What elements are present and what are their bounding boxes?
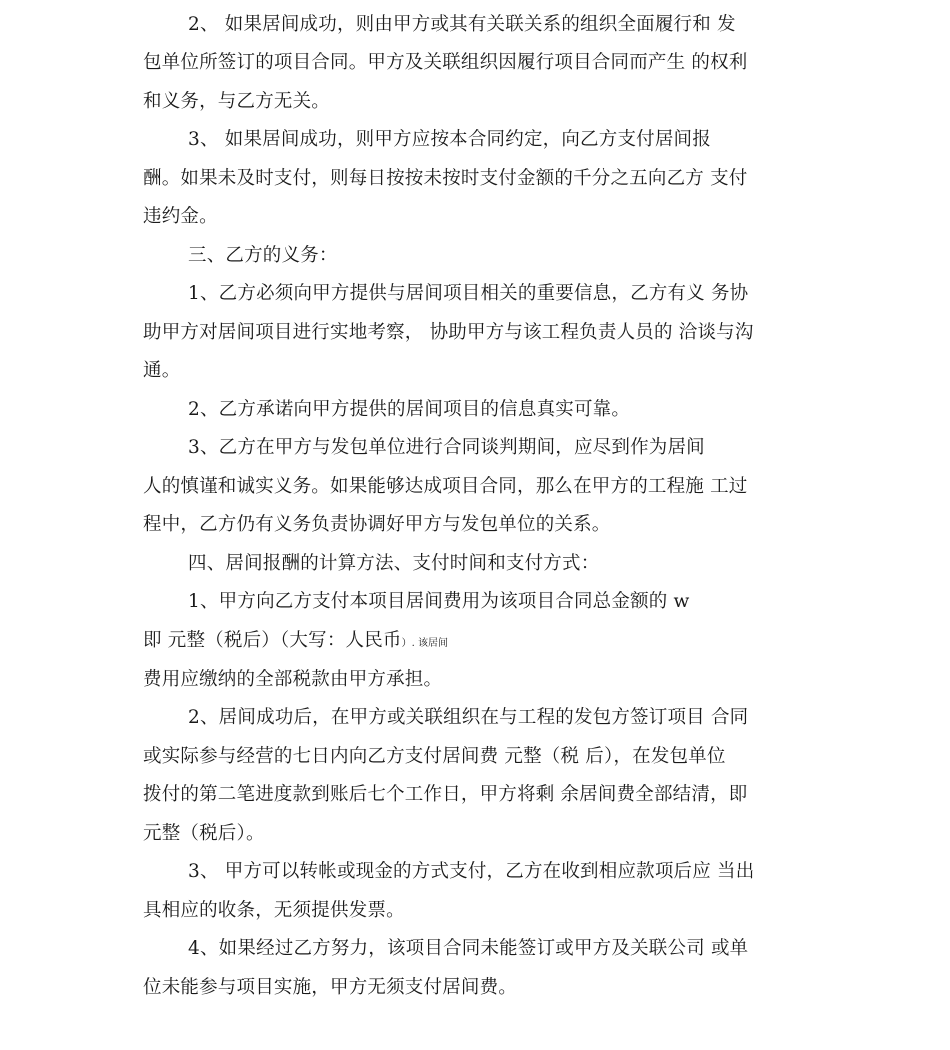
text-line: 酬。如果未及时支付，则每日按按未按时支付金额的千分之五向乙方 支付 [143, 168, 748, 189]
text-line: 位未能参与项目实施，甲方无须支付居间费。 [143, 977, 518, 998]
text-line: 2、居间成功后，在甲方或关联组织在与工程的发包方签订项目 合同 [188, 707, 749, 728]
text-line: 2、 如果居间成功，则由甲方或其有关联关系的组织全面履行和 发 [188, 14, 736, 35]
text-line [143, 628, 823, 657]
section-heading: 四、居间报酬的计算方法、支付时间和支付方式： [188, 553, 600, 574]
text-line: 包单位所签订的项目合同。甲方及关联组织因履行项目合同而产生 的权利 [143, 52, 748, 73]
text-line: 人的慎谨和诚实义务。如果能够达成项目合同，那么在甲方的工程施 工过 [143, 476, 748, 497]
text-fragment: 即 元整（税后）（大写：人民币 [143, 630, 402, 651]
text-line: 拨付的第二笔进度款到账后七个工作日，甲方将剩 余居间费全部结清，即 [143, 784, 748, 805]
text-line: 具相应的收条，无须提供发票。 [143, 900, 405, 921]
text-line: 3、 甲方可以转帐或现金的方式支付，乙方在收到相应款项后应 当出 [188, 861, 755, 882]
text-line: 元整（税后）。 [143, 823, 265, 844]
text-line: 助甲方对居间项目进行实地考察， 协助甲方与该工程负责人员的 洽谈与沟 [143, 322, 754, 343]
text-line: 3、乙方在甲方与发包单位进行合同谈判期间，应尽到作为居间 [188, 437, 705, 458]
text-line: 1、乙方必须向甲方提供与居间项目相关的重要信息，乙方有义 务协 [188, 283, 749, 304]
text-line: 违约金。 [143, 206, 218, 227]
text-line: 2、乙方承诺向甲方提供的居间项目的信息真实可靠。 [188, 399, 631, 420]
text-line: 程中，乙方仍有义务负责协调好甲方与发包单位的关系。 [143, 514, 611, 535]
text-line: 和义务，与乙方无关。 [143, 91, 331, 112]
text-line: 4、如果经过乙方努力，该项目合同未能签订或甲方及关联公司 或单 [188, 938, 749, 959]
section-heading: 三、乙方的义务： [188, 245, 338, 266]
text-line: 3、 如果居间成功，则甲方应按本合同约定，向乙方支付居间报 [188, 129, 711, 150]
text-line: 或实际参与经营的七日内向乙方支付居间费 元整（税 后），在发包单位 [143, 746, 726, 767]
text-line: 1、甲方向乙方支付本项目居间费用为该项目合同总金额的 w [188, 591, 690, 612]
text-line: 费用应缴纳的全部税款由甲方承担。 [143, 669, 443, 690]
text-line: 通。 [143, 360, 181, 381]
text-fragment-small: ）. 该居间 [401, 638, 448, 649]
